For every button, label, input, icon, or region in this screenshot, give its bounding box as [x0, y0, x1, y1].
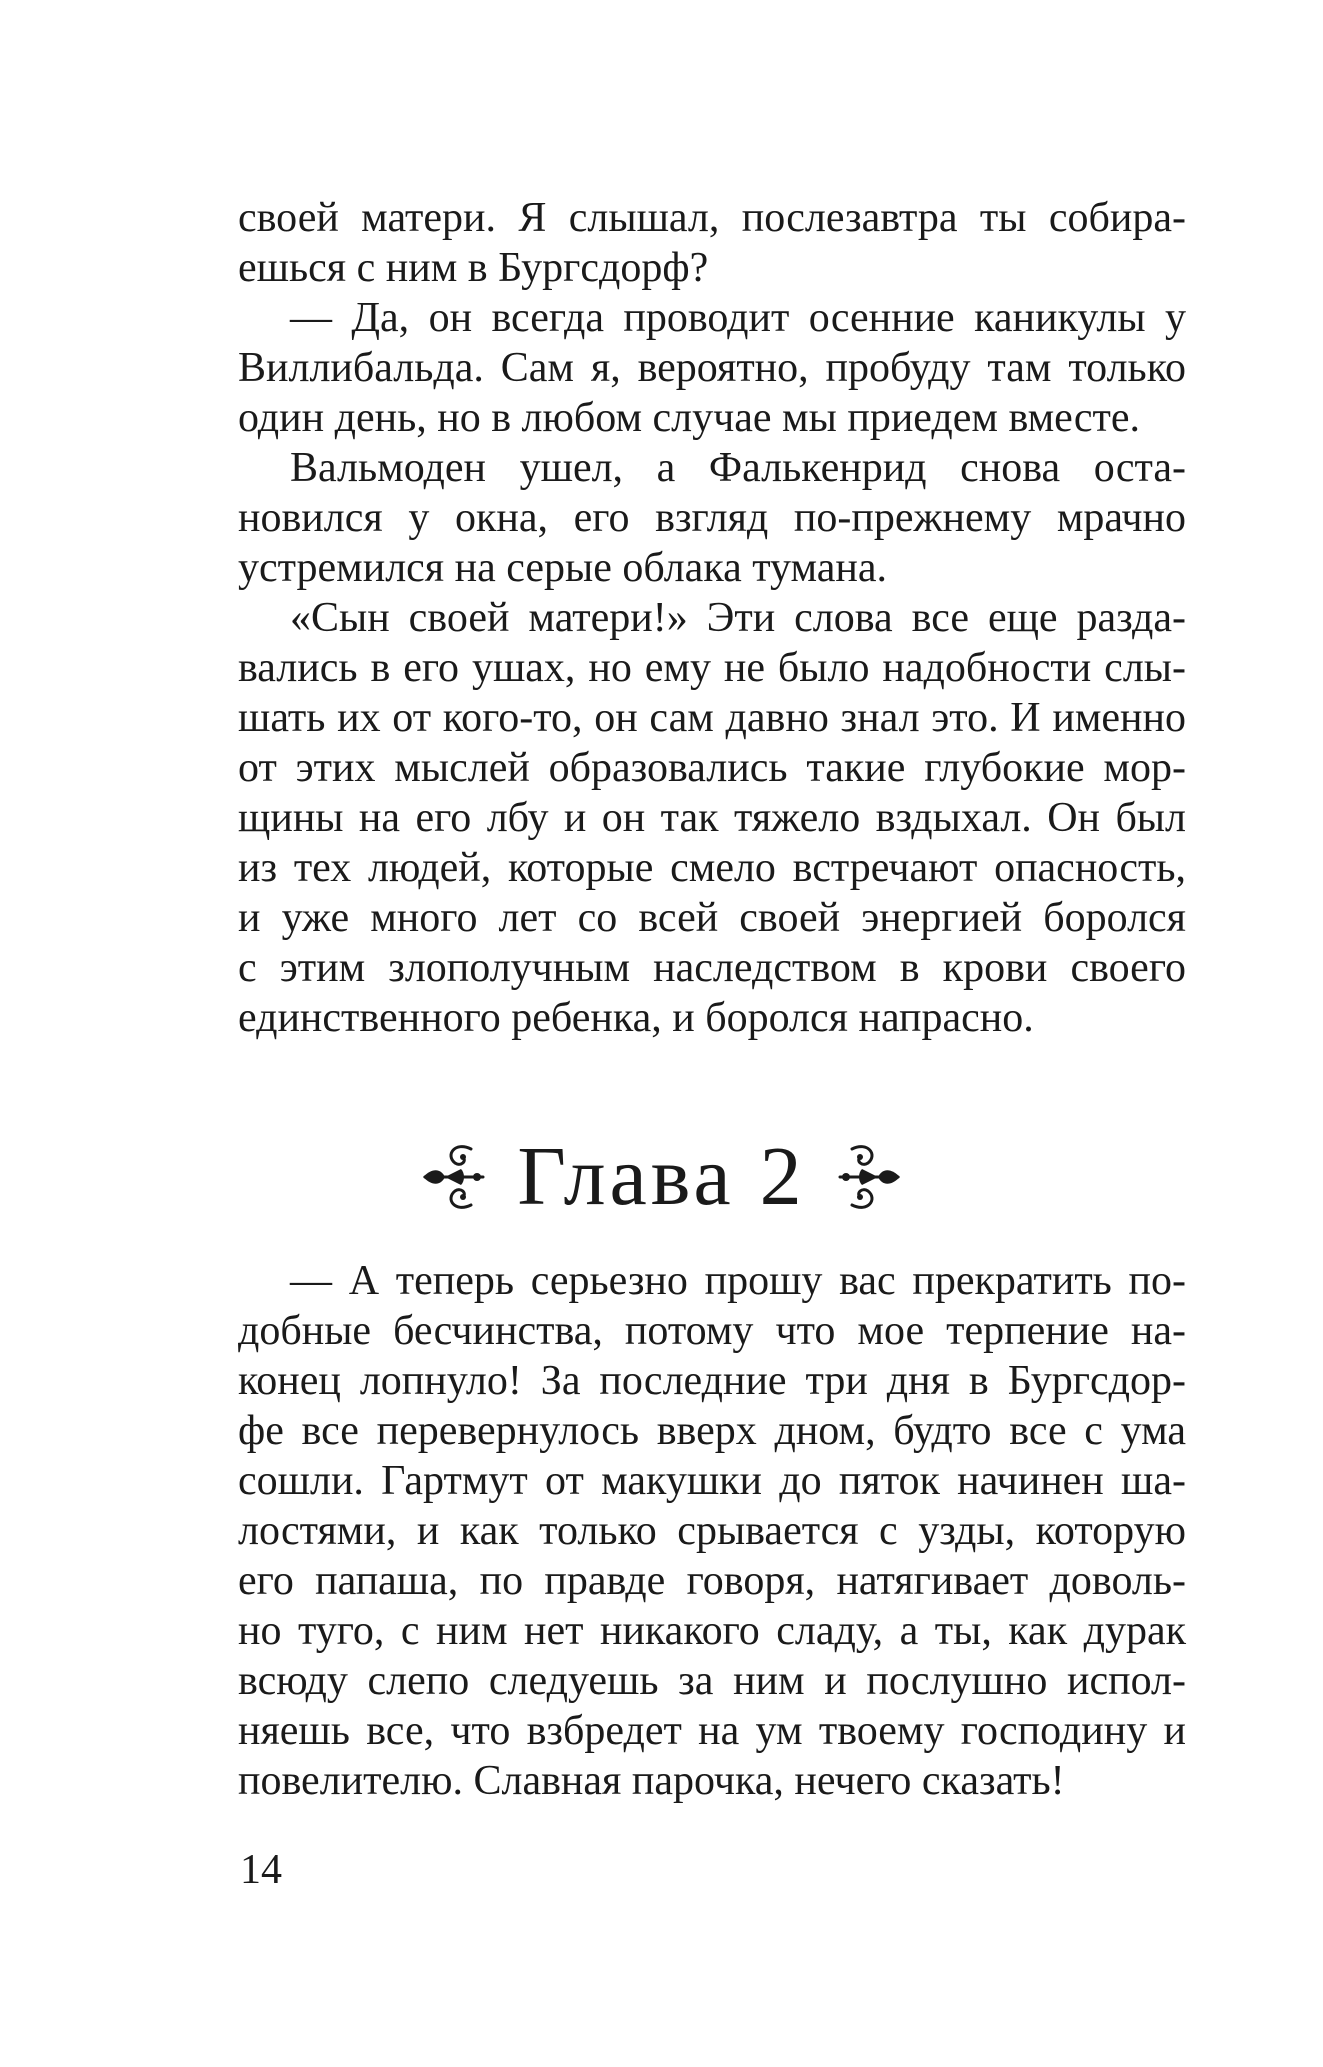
text-block-top: [238, 193, 1186, 1043]
chapter-title: Глава 2: [517, 1130, 806, 1223]
text-line: устремился на серые облака тумана.: [238, 545, 888, 591]
text-line: конец лопнуло! За последние три дня в Бургсдор-: [238, 1358, 1186, 1404]
scroll-ornament-icon: [415, 1137, 489, 1217]
text-block-bottom: [238, 1256, 1186, 1806]
page-number: 14: [240, 1847, 282, 1893]
text-line: и уже много лет со всей своей энергией боролся: [238, 895, 1186, 941]
text-line: Виллибальда. Сам я, вероятно, пробуду там только: [238, 345, 1186, 391]
text-line: сошли. Гартмут от макушки до пяток начинен ша-: [238, 1458, 1186, 1504]
text-line: единственного ребенка, и боролся напрасно.: [238, 995, 1034, 1041]
text-line: своей матери. Я слышал, послезавтра ты собира-: [238, 195, 1186, 241]
text-line: из тех людей, которые смело встречают опасность,: [238, 845, 1186, 891]
text-line: «Сын своей матери!» Эти слова все еще разда-: [290, 595, 1186, 641]
text-line: лостями, и как только срывается с узды, которую: [238, 1508, 1186, 1554]
scroll-ornament-icon: [834, 1137, 908, 1217]
text-line: няешь все, что взбредет на ум твоему господину и: [238, 1708, 1186, 1754]
text-line: от этих мыслей образовались такие глубокие мор-: [238, 745, 1186, 791]
text-line: его папаша, по правде говоря, натягивает доволь-: [238, 1558, 1186, 1604]
text-line: с этим злополучным наследством в крови своего: [238, 945, 1186, 991]
text-line: Вальмоден ушел, а Фалькенрид снова оста-: [290, 445, 1186, 491]
text-line: — Да, он всегда проводит осенние каникулы у: [290, 295, 1186, 341]
text-line: ешься с ним в Бургсдорф?: [238, 245, 709, 291]
text-line: добные бесчинства, потому что мое терпение на-: [238, 1308, 1186, 1354]
text-line: вались в его ушах, но ему не было надобности слы-: [238, 645, 1186, 691]
text-line: всюду слепо следуешь за ним и послушно испол-: [238, 1658, 1186, 1704]
text-line: один день, но в любом случае мы приедем вместе.: [238, 395, 1140, 441]
text-line: но туго, с ним нет никакого сладу, а ты, как дурак: [238, 1608, 1186, 1654]
text-line: — А теперь серьезно прошу вас прекратить по-: [290, 1258, 1186, 1304]
text-line: шать их от кого-то, он сам давно знал это. И именно: [238, 695, 1186, 741]
text-line: щины на его лбу и он так тяжело вздыхал. Он был: [238, 795, 1186, 841]
text-line: новился у окна, его взгляд по-прежнему мрачно: [238, 495, 1186, 541]
chapter-heading: [0, 1132, 1323, 1222]
text-line: фе все перевернулось вверх дном, будто все с ума: [238, 1408, 1186, 1454]
text-line: повелителю. Славная парочка, нечего сказать!: [238, 1758, 1065, 1804]
